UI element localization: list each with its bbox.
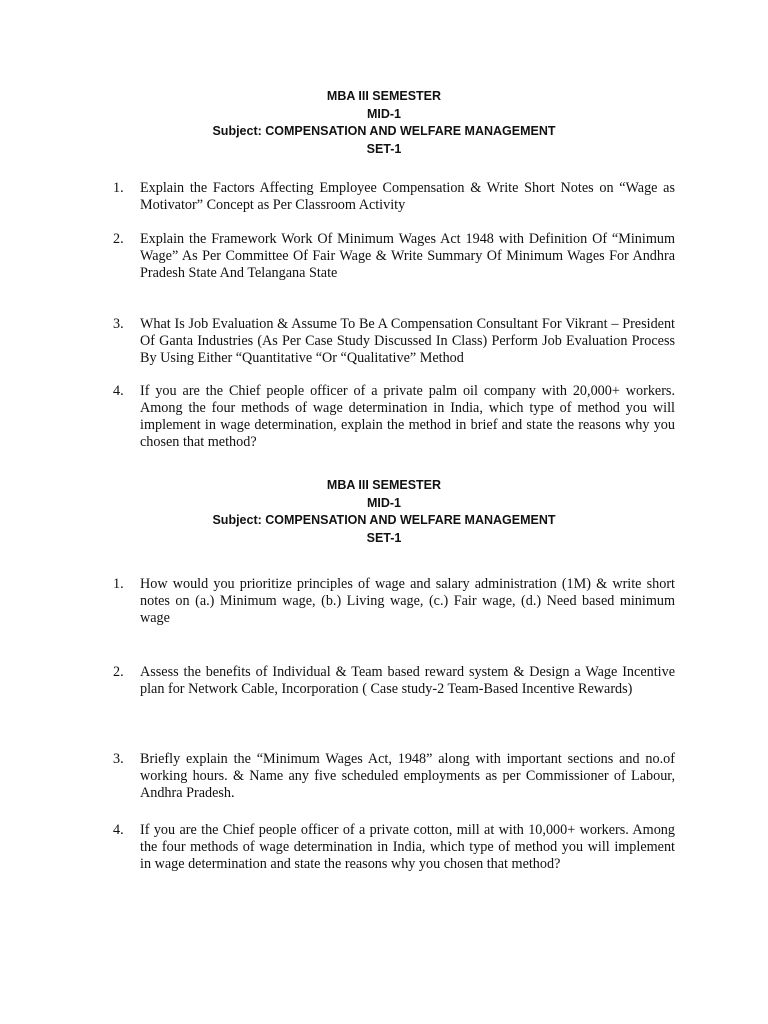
question-item xyxy=(113,180,675,214)
question-text: Briefly explain the “Minimum Wages Act, 1948” along with important sections and no.of working hours. & Name any five scheduled employments as per Commissioner of Labour, Andhra Pradesh. xyxy=(140,751,675,801)
question-number: 4. xyxy=(113,822,124,838)
question-item xyxy=(113,383,675,451)
question-text: If you are the Chief people officer of a private cotton, mill at with 10,000+ workers. Among the four methods of wage determination in India, which type of method you will implement in wage determination and state the reasons why you chosen that method? xyxy=(140,822,675,872)
question-text: If you are the Chief people officer of a private palm oil company with 20,000+ workers. Among the four methods of wage determination in India, which type of method you will implement in wage determination, explain the method in brief and state the reasons why you chosen that method? xyxy=(140,383,675,450)
question-text: How would you prioritize principles of wage and salary administration (1M) & write short notes on (a.) Minimum wage, (b.) Living wage, (c.) Fair wage, (d.) Need based minimum wage xyxy=(140,576,675,626)
set-header xyxy=(0,477,768,547)
question-number: 2. xyxy=(113,231,124,247)
question-item xyxy=(113,316,675,367)
question-item xyxy=(113,822,675,873)
question-number: 3. xyxy=(113,751,124,767)
question-number: 3. xyxy=(113,316,124,332)
question-text: Explain the Framework Work Of Minimum Wages Act 1948 with Definition Of “Minimum Wage” As Per Committee Of Fair Wage & Write Summary Of Minimum Wages For Andhra Pradesh State And Telangana State xyxy=(140,231,675,281)
subject-heading: Subject: COMPENSATION AND WELFARE MANAGEMENT xyxy=(212,124,556,138)
semester-heading: MBA III SEMESTER xyxy=(326,89,442,103)
question-text: Assess the benefits of Individual & Team based reward system & Design a Wage Incentive plan for Network Cable, Incorporation ( Case study-2 Team-Based Incentive Rewards) xyxy=(140,664,675,697)
question-item xyxy=(113,664,675,698)
question-number: 1. xyxy=(113,576,124,592)
semester-heading: MBA III SEMESTER xyxy=(326,478,442,492)
question-number: 1. xyxy=(113,180,124,196)
exam-heading: MID-1 xyxy=(366,106,402,121)
set-heading: SET-1 xyxy=(366,530,402,545)
question-item xyxy=(113,231,675,282)
question-number: 2. xyxy=(113,664,124,680)
subject-heading: Subject: COMPENSATION AND WELFARE MANAGEMENT xyxy=(212,513,556,527)
set-header xyxy=(0,88,768,158)
question-text: What Is Job Evaluation & Assume To Be A Compensation Consultant For Vikrant – President Of Ganta Industries (As Per Case Study Discussed In Class) Perform Job Evaluation Process By Using Either “Quantitative “Or “Qualitative” Method xyxy=(140,316,675,366)
question-text: Explain the Factors Affecting Employee Compensation & Write Short Notes on “Wage as Motivator” Concept as Per Classroom Activity xyxy=(140,180,675,213)
set-heading: SET-1 xyxy=(366,141,402,156)
question-item xyxy=(113,751,675,802)
question-item xyxy=(113,576,675,627)
question-number: 4. xyxy=(113,383,124,399)
exam-heading: MID-1 xyxy=(366,495,402,510)
